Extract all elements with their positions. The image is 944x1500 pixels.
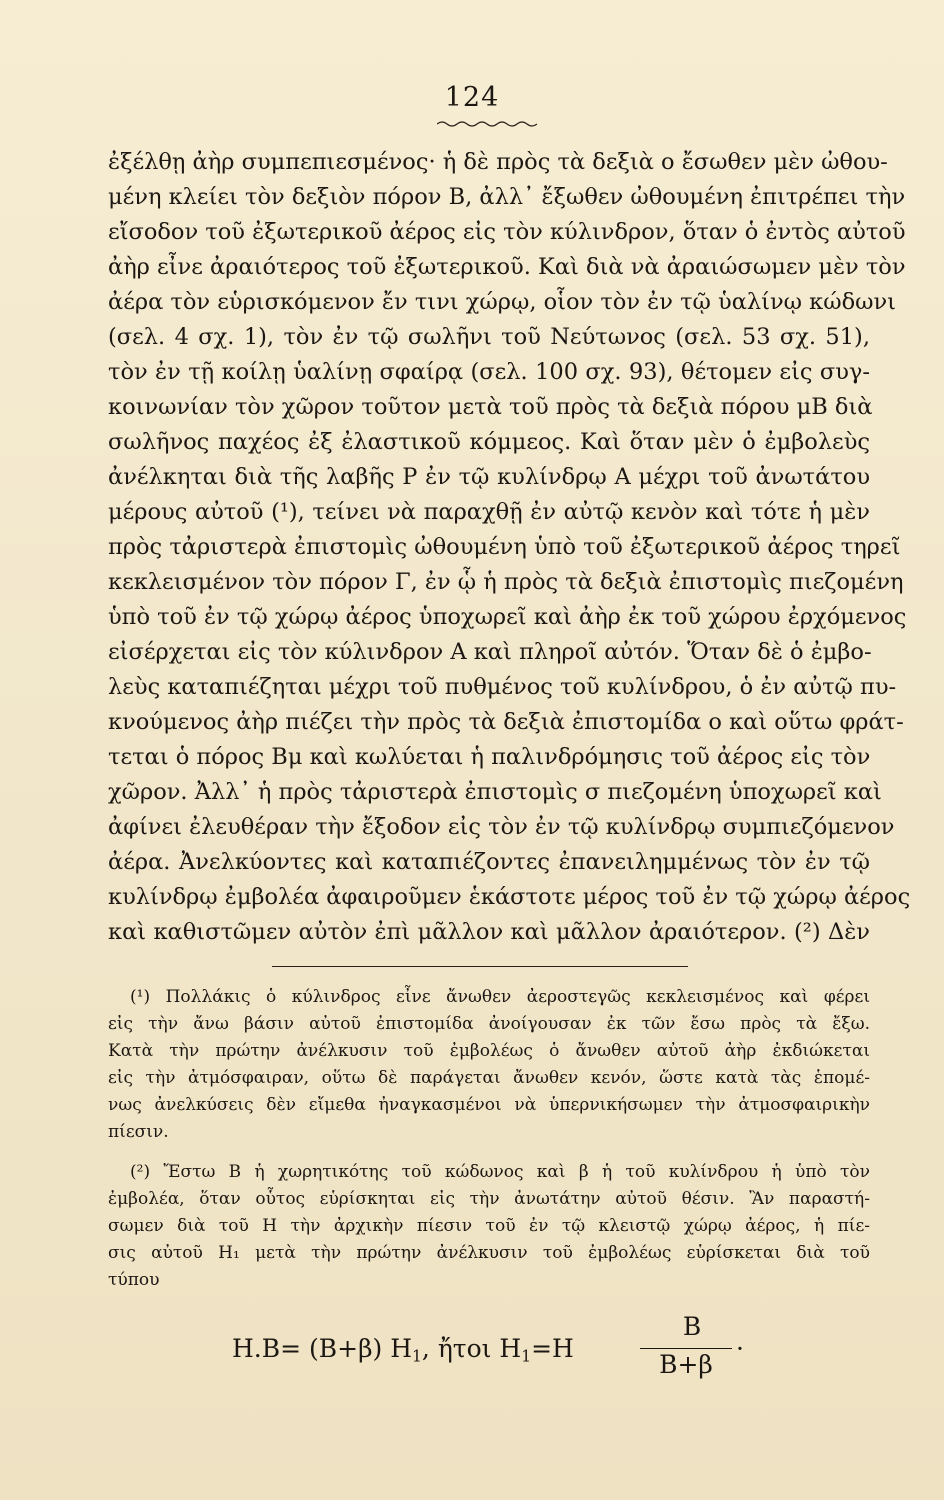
- text-line: ἀφίνει ἐλευθέραν τὴν ἔξοδον εἰς τὸν ἐν τῷ κυλίνδρῳ συμπιεζόμενον: [108, 814, 895, 840]
- text-line: μένη κλείει τὸν δεξιὸν πόρον Β, ἀλλ᾽ ἔξωθεν ὠθουμένη ἐπιτρέπει τὴν: [108, 184, 906, 210]
- text-line: ἀέρα. Ἀνελκύοντες καὶ καταπιέζοντες ἐπανειλημμένως τὸν ἐν τῷ: [108, 849, 870, 875]
- pressure-formula: [232, 1312, 752, 1392]
- formula-denominator: Β+β: [659, 1350, 713, 1379]
- formula-end: ·: [736, 1334, 744, 1363]
- footnotes: [108, 984, 870, 1294]
- page-number: 124: [444, 82, 500, 113]
- footnote-line: εἰς τὴν ἄνω βάσιν αὐτοῦ ἐπιστομίδα ἀνοίγουσαν ἐκ τῶν ἔσω πρὸς τὰ ἔξω.: [108, 1014, 870, 1034]
- text-line: πρὸς τἀριστερὰ ἐπιστομὶς ὠθουμένη ὑπὸ τοῦ ἐξωτερικοῦ ἀέρος τηρεῖ: [108, 534, 901, 560]
- footnote-line: Κατὰ τὴν πρώτην ἀνέλκυσιν τοῦ ἐμβολέως ὁ ἄνωθεν αὐτοῦ ἀὴρ ἐκδιώκεται: [108, 1041, 870, 1061]
- text-line: ἀέρα τὸν εὑρισκόμενον ἔν τινι χώρῳ, οἷον τὸν ἐν τῷ ὑαλίνῳ κώδωνι: [108, 289, 896, 315]
- text-line: καὶ καθιστῶμεν αὐτὸν ἐπὶ μᾶλλον καὶ μᾶλλον ἀραιότερον. (²) Δὲν: [108, 919, 870, 945]
- text-line: εἴσοδον τοῦ ἐξωτερικοῦ ἀέρος εἰς τὸν κύλινδρον, ὅταν ὁ ἐντὸς αὐτοῦ: [108, 219, 906, 245]
- text-line: τεται ὁ πόρος Βμ καὶ κωλύεται ἡ παλινδρόμησις τοῦ ἀέρος εἰς τὸν: [108, 744, 871, 770]
- text-line: ἐξέλθῃ ἀὴρ συμπεπιεσμένος· ἡ δὲ πρὸς τὰ δεξιὰ ο ἔσωθεν μὲν ὠθου-: [108, 149, 888, 175]
- text-line: κνούμενος ἀὴρ πιέζει τὴν πρὸς τὰ δεξιὰ ἐπιστομίδα ο καὶ οὕτω φράτ-: [108, 709, 904, 735]
- text-line: εἰσέρχεται εἰς τὸν κύλινδρον Α καὶ πληροῖ αὐτόν. Ὅταν δὲ ὁ ἐμβο-: [108, 639, 872, 665]
- text-line: ἀνέλκηται διὰ τῆς λαβῆς Ρ ἐν τῷ κυλίνδρῳ Α μέχρι τοῦ ἀνωτάτου: [108, 464, 870, 490]
- footnote-line: τύπου: [108, 1270, 160, 1290]
- main-text: [108, 145, 911, 950]
- text-line: κοινωνίαν τὸν χῶρον τοῦτον μετὰ τοῦ πρὸς τὰ δεξιὰ πόρου μΒ διὰ: [108, 394, 873, 420]
- footnote-line: ἐμβολέα, ὅταν οὗτος εὑρίσκηται εἰς τὴν ἀνωτάτην αὐτοῦ θέσιν. Ἂν παραστή-: [108, 1189, 870, 1209]
- footnote-line: σωμεν διὰ τοῦ Η τὴν ἀρχικὴν πίεσιν τοῦ ἐν τῷ κλειστῷ χώρῳ ἀέρος, ἡ πίε-: [108, 1216, 870, 1236]
- footnote-line: (¹) Πολλάκις ὁ κύλινδρος εἶνε ἄνωθεν ἀεροστεγῶς κεκλεισμένος καὶ φέρει: [130, 987, 870, 1007]
- footnote-divider: [272, 966, 688, 967]
- formula-numerator: Β: [682, 1312, 702, 1341]
- text-line: χῶρον. Ἀλλ᾽ ἡ πρὸς τἀριστερὰ ἐπιστομὶς σ πιεζομένη ὑποχωρεῖ καὶ: [108, 779, 882, 805]
- wavy-ornament: [437, 119, 537, 129]
- text-line: κυλίνδρῳ ἐμβολέα ἀφαιροῦμεν ἑκάστοτε μέρος τοῦ ἐν τῷ χώρῳ ἀέρος: [108, 884, 911, 910]
- footnote-line: σις αὐτοῦ Η₁ μετὰ τὴν πρώτην ἀνέλκυσιν τοῦ ἐμβολέως εὑρίσκεται διὰ τοῦ: [108, 1243, 870, 1263]
- footnote-line: πίεσιν.: [108, 1122, 169, 1142]
- text-line: ὑπὸ τοῦ ἐν τῷ χώρῳ ἀέρος ὑποχωρεῖ καὶ ἀὴρ ἐκ τοῦ χώρου ἐρχόμενος: [108, 604, 907, 630]
- footnote-line: (²) Ἔστω Β ἡ χωρητικότης τοῦ κώδωνος καὶ β ἡ τοῦ κυλίνδρου ἡ ὑπὸ τὸν: [130, 1162, 870, 1182]
- fraction-bar: [640, 1348, 732, 1349]
- text-line: ἀὴρ εἶνε ἀραιότερος τοῦ ἐξωτερικοῦ. Καὶ διὰ νὰ ἀραιώσωμεν μὲν τὸν: [108, 254, 906, 280]
- text-line: λεὺς καταπιέζηται μέχρι τοῦ πυθμένος τοῦ κυλίνδρου, ὁ ἐν αὐτῷ πυ-: [108, 674, 897, 700]
- text-line: σωλῆνος παχέος ἐξ ἐλαστικοῦ κόμμεος. Καὶ ὅταν μὲν ὁ ἐμβολεὺς: [108, 429, 870, 455]
- text-line: τὸν ἐν τῇ κοίλῃ ὑαλίνῃ σφαίρᾳ (σελ. 100 σχ. 93), θέτομεν εἰς συγ-: [108, 359, 870, 385]
- text-line: μέρους αὐτοῦ (¹), τείνει νὰ παραχθῇ ἐν αὐτῷ κενὸν καὶ τότε ἡ μὲν: [108, 499, 870, 525]
- footnote-line: νως ἀνελκύσεις δὲν εἴμεθα ἠναγκασμένοι νὰ ὑπερνικήσωμεν τὴν ἀτμοσφαιρικὴν: [108, 1095, 870, 1115]
- footnote-line: εἰς τὴν ἀτμόσφαιραν, οὕτω δὲ παράγεται ἄνωθεν κενόν, ὥστε κατὰ τὰς ἑπομέ-: [108, 1068, 870, 1088]
- text-line: κεκλεισμένον τὸν πόρον Γ, ἐν ᾧ ἡ πρὸς τὰ δεξιὰ ἐπιστομὶς πιεζομένη: [108, 569, 904, 595]
- text-line: (σελ. 4 σχ. 1), τὸν ἐν τῷ σωλῆνι τοῦ Νεύτωνος (σελ. 53 σχ. 51),: [108, 324, 870, 350]
- formula-main: Η.Β= (Β+β) $H_1$, ἤτοι $H_1=H$: [232, 1334, 574, 1366]
